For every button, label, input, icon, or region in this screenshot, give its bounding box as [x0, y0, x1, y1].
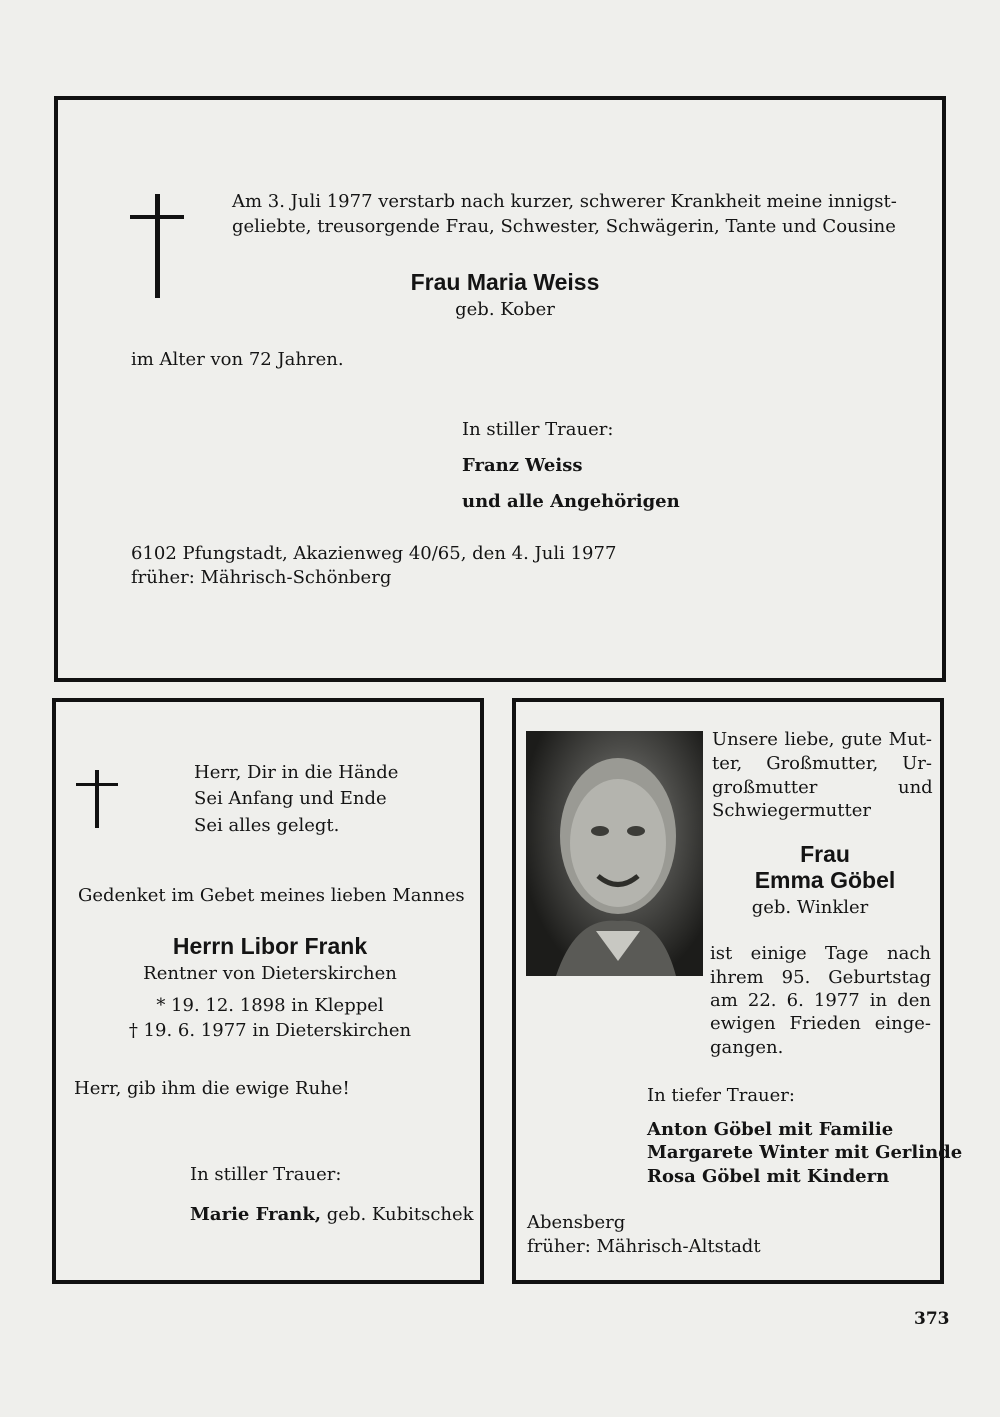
- notice2-death: † 19. 6. 1977 in Dieterskirchen: [128, 1020, 412, 1041]
- notice3-text3: am 22. 6. 1977 in den: [710, 990, 931, 1011]
- notice1-intro-line2: geliebte, treusorgende Frau, Schwester, Schwägerin, Tante und Cousine: [232, 216, 896, 237]
- cross-icon: [76, 770, 118, 828]
- notice3-name: Emma Göbel: [754, 867, 896, 893]
- notice2-verse2: Sei Anfang und Ende: [194, 788, 387, 809]
- notice3-intro1: Unsere liebe, gute Mut-: [712, 729, 932, 750]
- notice3-intro3a: großmutter: [712, 777, 818, 798]
- notice3-intro3b: und: [898, 777, 933, 798]
- notice2-verse3: Sei alles gelegt.: [194, 815, 340, 836]
- notice3-birth-name: geb. Winkler: [751, 897, 869, 918]
- cross-icon: [130, 194, 184, 298]
- notice3-intro4: Schwiegermutter: [712, 800, 871, 821]
- notice3-place: Abensberg: [527, 1212, 626, 1233]
- notice1-formerly: früher: Mährisch-Schönberg: [131, 567, 392, 588]
- notice3-mourner2: Margarete Winter mit Gerlinde: [647, 1142, 963, 1163]
- notice3-text2: ihrem 95. Geburtstag: [710, 967, 931, 988]
- notice2-verse1: Herr, Dir in die Hände: [194, 762, 399, 783]
- portrait-photo: [526, 731, 703, 976]
- notice3-mourner3: Rosa Göbel mit Kindern: [647, 1166, 890, 1187]
- notice1-mourning-label: In stiller Trauer:: [462, 419, 614, 440]
- notice3-intro2: ter, Großmutter, Ur-: [712, 753, 932, 774]
- notice2-mourner: [190, 1203, 474, 1227]
- notice1-birth-name: geb. Kober: [455, 299, 555, 320]
- notice2-birth: * 19. 12. 1898 in Kleppel: [156, 995, 384, 1016]
- notice1-mourner1: Franz Weiss: [462, 455, 583, 476]
- notice2-name: Herrn Libor Frank: [172, 933, 368, 959]
- notice1-mourner2: und alle Angehörigen: [462, 491, 680, 512]
- notice2-mourner-rest: geb. Kubitschek: [321, 1204, 474, 1225]
- notice1-address: 6102 Pfungstadt, Akazienweg 40/65, den 4. Juli 1977: [131, 543, 617, 564]
- notice3-mourner1: Anton Göbel mit Familie: [647, 1119, 894, 1140]
- notice3-text4: ewigen Frieden einge-: [710, 1013, 931, 1034]
- notice-maria-weiss: [54, 96, 946, 682]
- notice2-prayer: Herr, gib ihm die ewige Ruhe!: [74, 1078, 350, 1099]
- portrait-photo-graphic: [526, 731, 703, 976]
- notice2-mourner-name: Marie Frank,: [190, 1204, 322, 1225]
- notice1-age: im Alter von 72 Jahren.: [131, 349, 344, 370]
- notice2-intro: Gedenket im Gebet meines lieben Mannes: [78, 885, 465, 906]
- notice3-mourning-label: In tiefer Trauer:: [647, 1085, 795, 1106]
- page-number: 373: [914, 1309, 950, 1329]
- notice3-text1: ist einige Tage nach: [710, 943, 931, 964]
- notice3-title: Frau: [800, 841, 850, 867]
- notice1-name: Frau Maria Weiss: [410, 269, 600, 295]
- notice3-formerly: früher: Mährisch-Altstadt: [527, 1236, 761, 1257]
- notice2-occupation: Rentner von Dieterskirchen: [143, 963, 397, 984]
- notice2-mourning-label: In stiller Trauer:: [190, 1164, 342, 1185]
- notice3-text5: gangen.: [710, 1037, 784, 1058]
- notice1-intro-line1: Am 3. Juli 1977 verstarb nach kurzer, schwerer Krankheit meine innigst-: [232, 191, 897, 212]
